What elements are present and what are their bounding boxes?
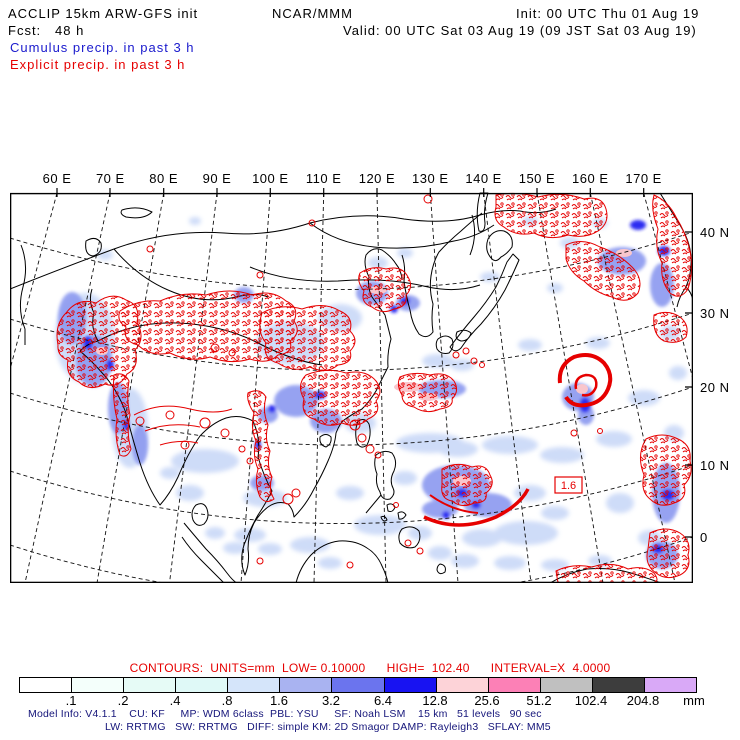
colorbar-tick-label: 6.4 bbox=[373, 693, 393, 708]
lat-tick-label: 10 N bbox=[700, 458, 730, 473]
lon-tick-label: 80 E bbox=[149, 171, 179, 186]
colorbar-cell bbox=[124, 678, 176, 692]
lon-tick-label: 110 E bbox=[305, 171, 342, 186]
lon-tick-label: 130 E bbox=[412, 171, 449, 186]
colorbar-tick-label: 12.8 bbox=[422, 693, 448, 708]
model-info-line1: Model Info: V4.1.1 CU: KF MP: WDM 6class PBL: YSU SF: Noah LSM 15 km 51 levels 90 sec bbox=[28, 708, 542, 720]
colorbar-tick-label: .2 bbox=[117, 693, 129, 708]
colorbar-cell bbox=[280, 678, 332, 692]
org-label: NCAR/MMM bbox=[272, 6, 353, 21]
forecast-hour-label: Fcst: 48 h bbox=[8, 23, 85, 38]
colorbar-unit-label: mm bbox=[683, 693, 705, 708]
colorbar-cell bbox=[228, 678, 280, 692]
cumulus-precip-label: Cumulus precip. in past 3 h bbox=[10, 40, 195, 55]
colorbar-tick-label: 1.6 bbox=[269, 693, 289, 708]
contour-max-label: 1.6 bbox=[560, 480, 577, 492]
lon-tick-label: 140 E bbox=[465, 171, 502, 186]
explicit-precip-label: Explicit precip. in past 3 h bbox=[10, 57, 186, 72]
lon-tick-label: 160 E bbox=[572, 171, 609, 186]
colorbar-tick-label: 102.4 bbox=[574, 693, 608, 708]
colorbar-tick-label: .8 bbox=[221, 693, 233, 708]
lat-tick-label: 30 N bbox=[700, 306, 730, 321]
colorbar-cell bbox=[385, 678, 437, 692]
lon-tick-label: 170 E bbox=[625, 171, 662, 186]
colorbar-tick-label: .1 bbox=[65, 693, 77, 708]
lon-tick-label: 90 E bbox=[202, 171, 232, 186]
lon-tick-label: 60 E bbox=[42, 171, 72, 186]
colorbar-tick-label: 204.8 bbox=[626, 693, 660, 708]
colorbar-tick-label: 3.2 bbox=[321, 693, 341, 708]
colorbar-cell bbox=[20, 678, 72, 692]
colorbar-cell bbox=[72, 678, 124, 692]
contour-info-line: CONTOURS: UNITS=mm LOW= 0.10000 HIGH= 102.40 INTERVAL=X 4.0000 bbox=[129, 661, 611, 675]
lon-tick-label: 70 E bbox=[95, 171, 125, 186]
colorbar-cell bbox=[645, 678, 696, 692]
colorbar-cell bbox=[541, 678, 593, 692]
contour-max-label-box bbox=[555, 477, 582, 493]
colorbar-tick-label: .4 bbox=[169, 693, 181, 708]
lon-tick-label: 120 E bbox=[358, 171, 396, 186]
colorbar-cell bbox=[489, 678, 541, 692]
map-canvas bbox=[10, 186, 693, 583]
colorbar-cell bbox=[437, 678, 489, 692]
lat-tick-label: 40 N bbox=[700, 225, 730, 240]
colorbar-tick-label: 25.6 bbox=[474, 693, 500, 708]
lat-tick-label: 20 N bbox=[700, 380, 730, 395]
valid-time-label: Valid: 00 UTC Sat 03 Aug 19 (09 JST Sat 03 Aug 19) bbox=[343, 23, 697, 38]
colorbar-cell bbox=[593, 678, 645, 692]
lon-tick-label: 150 E bbox=[518, 171, 556, 186]
init-time-label: Init: 00 UTC Thu 01 Aug 19 bbox=[516, 6, 700, 21]
model-info-line2: LW: RRTMG SW: RRTMG DIFF: simple KM: 2D Smagor DAMP: Rayleigh3 SFLAY: MM5 bbox=[105, 721, 551, 733]
page-title: ACCLIP 15km ARW-GFS init bbox=[8, 6, 199, 21]
lat-tick-label: 0 bbox=[700, 530, 708, 545]
lon-tick-label: 100 E bbox=[252, 171, 289, 186]
colorbar-cell bbox=[176, 678, 228, 692]
colorbar bbox=[19, 677, 697, 693]
colorbar-tick-label: 51.2 bbox=[526, 693, 552, 708]
colorbar-cell bbox=[332, 678, 384, 692]
